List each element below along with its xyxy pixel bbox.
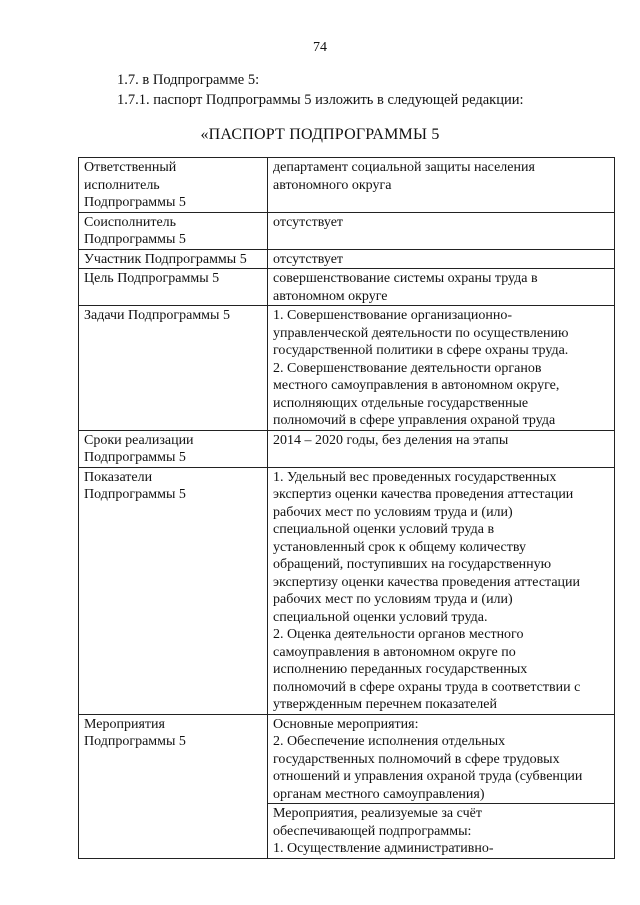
table-row [79,306,615,431]
row-value-responsible: департамент социальной защиты населения автономного округа [268,158,615,213]
row-value-coexecutor: отсутствует [268,212,615,249]
row-label-terms: Сроки реализации Подпрограммы 5 [79,430,268,467]
row-value-goal: совершенствование системы охраны труда в автономном округе [268,269,615,306]
passport-title: «ПАСПОРТ ПОДПРОГРАММЫ 5 [200,126,440,143]
row-value-indicators: 1. Удельный вес проведенных государственных экспертиз оценки качества проведения аттестации рабочих мест по условиям труда и (или) специальной оценки условий труда в установленный срок к общему количеству обращений, поступивших на государственную экспертизу оценки качества проведения аттестации рабочих мест по условиям труда и (или) специальной оценки условий труда. 2. Оценка деятельности органов местного самоуправления в автономном округе по исполнению переданных государственных полномочий в сфере охраны труда в соответствии с утвержденным перечнем показателей [268,467,615,714]
intro-text [117,70,524,110]
row-value-tasks: 1. Совершенствование организационно- управленческой деятельности по осуществлению государственной политики в сфере охраны труда. 2. Совершенствование деятельности органов местного самоуправления в автономном округе, исполняющих отдельные государственные полномочий в сфере управления охраной труда [268,306,615,431]
row-label-participant: Участник Подпрограммы 5 [79,249,268,269]
row-label-responsible: Ответственный исполнитель Подпрограммы 5 [79,158,268,213]
table-row [79,158,615,213]
passport-table [78,157,615,859]
table-row [79,249,615,269]
row-label-indicators: Показатели Подпрограммы 5 [79,467,268,714]
row-value-terms: 2014 – 2020 годы, без деления на этапы [268,430,615,467]
intro-line-1: 1.7. в Подпрограмме 5: [117,72,260,88]
row-label-tasks: Задачи Подпрограммы 5 [79,306,268,431]
row-label-goal: Цель Подпрограммы 5 [79,269,268,306]
table-row [79,467,615,714]
table-row [79,430,615,467]
table-row [79,269,615,306]
table-row [79,212,615,249]
intro-line-2: 1.7.1. паспорт Подпрограммы 5 изложить в следующей редакции: [117,92,524,108]
row-value-participant: отсутствует [268,249,615,269]
row-value-activities-main: Основные мероприятия: 2. Обеспечение исполнения отдельных государственных полномочий в сфере трудовых отношений и управления охраной труда (субвенции органам местного самоуправления) [268,714,615,804]
row-value-activities-support: Мероприятия, реализуемые за счёт обеспечивающей подпрограммы: 1. Осуществление административно- [268,804,615,859]
row-label-coexecutor: Соисполнитель Подпрограммы 5 [79,212,268,249]
row-label-activities: Мероприятия Подпрограммы 5 [79,714,268,858]
page-number: 74 [313,40,327,55]
table-row [79,714,615,804]
